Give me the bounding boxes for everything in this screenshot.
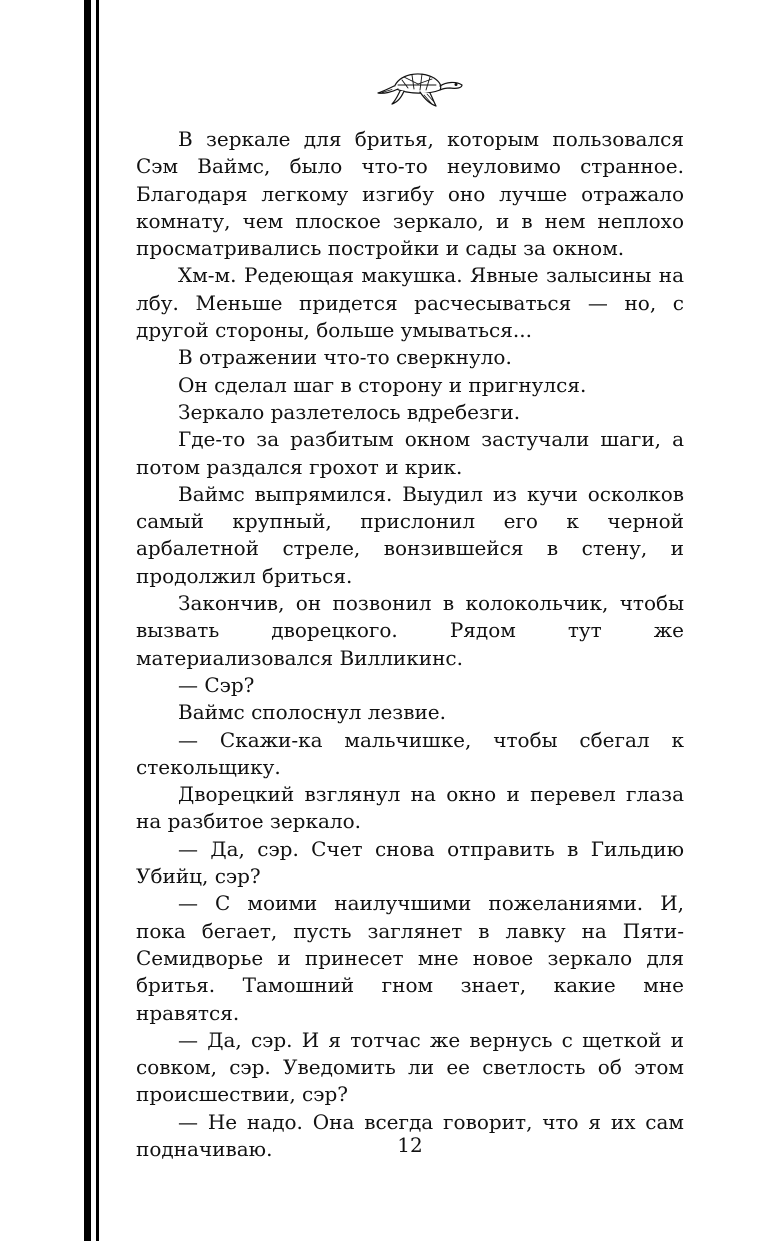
paragraph-6: Где-то за разбитым окном застучали шаги, а потом раздался грохот и крик.	[136, 427, 684, 479]
paragraph-11: — Скажи-ка мальчишке, чтобы сбегал к стекольщику.	[136, 727, 684, 779]
paragraph-13: — Да, сэр. Счет снова отправить в Гильдию Убийц, сэр?	[136, 836, 684, 889]
paragraph-8: Закончив, он позвонил в колокольчик, чтобы вызвать дворецкого. Рядом тут же материализовался Вилликинс.	[136, 591, 684, 670]
page-number: 12	[397, 1133, 423, 1157]
margin-rule-thin	[96, 0, 99, 1241]
paragraph-1: В зеркале для бритья, которым пользовался Сэм Ваймс, было что-то неуловимо странное. Благодаря легкому изгибу оно лучше отражало комнату, чем плоское зеркало, и в нем неплохо просматривались постройки и сады за окном.	[136, 127, 684, 261]
paragraph-4: Он сделал шаг в сторону и пригнулся.	[178, 372, 587, 397]
margin-rule-thick	[84, 0, 91, 1241]
paragraph-5: Зеркало разлетелось вдребезги.	[178, 399, 521, 424]
body-text	[136, 126, 684, 1163]
paragraph-2: Хм-м. Редеющая макушка. Явные залысины на лбу. Меньше придется расчесываться — но, с другой стороны, больше умываться...	[136, 263, 684, 343]
paragraph-10: Ваймс сполоснул лезвие.	[178, 700, 446, 725]
paragraph-3: В отражении что-то сверкнуло.	[178, 345, 512, 370]
paragraph-9: — Сэр?	[178, 672, 255, 697]
turtle-icon	[374, 64, 466, 110]
paragraph-15: — Да, сэр. И я тотчас же вернусь с щеткой и совком, сэр. Уведомить ли ее светлость об этом происшествии, сэр?	[136, 1027, 684, 1107]
paragraph-14: — С моими наилучшими пожеланиями. И, пока бегает, пусть заглянет в лавку на Пяти-Семидворье и принесет мне новое зеркало для бритья. Тамошний гном знает, какие мне нравятся.	[136, 891, 684, 1025]
paragraph-12: Дворецкий взглянул на окно и перевел глаза на разбитое зеркало.	[136, 782, 684, 834]
paragraph-16: — Не надо. Она всегда говорит, что я их сам подначиваю.	[136, 1109, 684, 1161]
paragraph-7: Ваймс выпрямился. Выудил из кучи осколков самый крупный, прислонил его к черной арбалетной стреле, вонзившейся в стену, и продолжил бриться.	[136, 481, 684, 588]
